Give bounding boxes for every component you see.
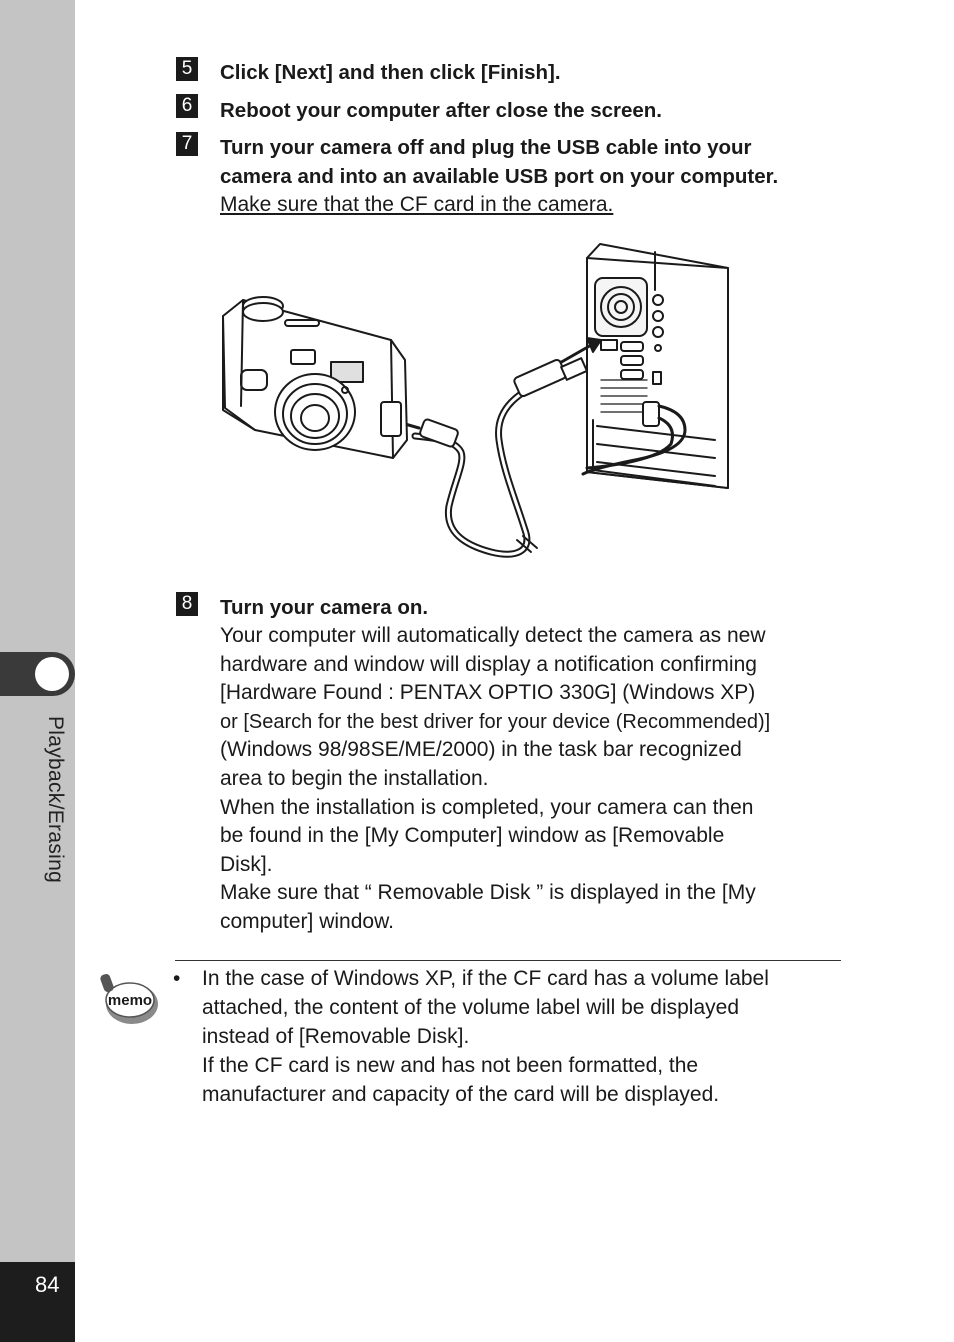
step-number-8: 8 (176, 592, 198, 616)
memo-text (202, 964, 769, 1109)
camera-icon (223, 297, 407, 458)
step-number-5: 5 (176, 57, 198, 81)
step-8-body-line: computer] window. (220, 910, 394, 933)
svg-text:memo: memo (107, 992, 153, 1009)
step-number-7: 7 (176, 132, 198, 156)
memo-bullet: • (173, 967, 181, 990)
step-8-body-line: Your computer will automatically detect the camera as new (220, 624, 766, 647)
step-8-body-line: area to begin the installation. (220, 767, 489, 790)
memo-line: instead of [Removable Disk]. (202, 1025, 470, 1048)
step-8-body-line: [Hardware Found : PENTAX OPTIO 330G] (Windows XP) (220, 681, 756, 704)
step-8-body-line: When the installation is completed, your camera can then (220, 796, 754, 819)
step-8-body-line: Disk]. (220, 853, 273, 876)
camera-usb-connection-illustration (215, 240, 735, 565)
step-8-body-line: or [Search for the best driver for your device (Recommended)] (220, 711, 771, 733)
step-7-title-line-2: camera and into an available USB port on your computer. (220, 165, 779, 188)
step-7-title-line-1: Turn your camera off and plug the USB cable into your (220, 136, 752, 159)
step-8-body-line: hardware and window will display a notification confirming (220, 653, 757, 676)
memo-line: If the CF card is new and has not been formatted, the (202, 1054, 699, 1077)
step-number-6: 6 (176, 94, 198, 118)
section-tab-circle-icon (35, 657, 69, 691)
pc-tower-icon (583, 244, 728, 488)
page-number: 84 (35, 1272, 60, 1297)
mini-usb-plug-icon (419, 418, 459, 447)
step-7-note: Make sure that the CF card in the camera. (220, 193, 614, 216)
step-6-title: Reboot your computer after close the screen. (220, 99, 663, 122)
step-8-body-line: be found in the [My Computer] window as [Removable (220, 824, 725, 847)
step-8-body-line: (Windows 98/98SE/ME/2000) in the task bar recognized (220, 738, 742, 761)
usb-plug-icon (513, 358, 587, 397)
usb-cable (415, 372, 567, 554)
memo-line: In the case of Windows XP, if the CF card has a volume label (202, 967, 769, 990)
step-8-title: Turn your camera on. (220, 596, 429, 619)
memo-line: attached, the content of the volume label will be displayed (202, 996, 740, 1019)
section-label: Playback/Erasing (44, 716, 67, 884)
memo-line: manufacturer and capacity of the card will be displayed. (202, 1083, 720, 1106)
memo-icon (98, 970, 160, 1028)
step-5-title: Click [Next] and then click [Finish]. (220, 61, 561, 84)
step-8-body-line: Make sure that “ Removable Disk ” is displayed in the [My (220, 881, 756, 904)
memo-divider (175, 960, 841, 961)
